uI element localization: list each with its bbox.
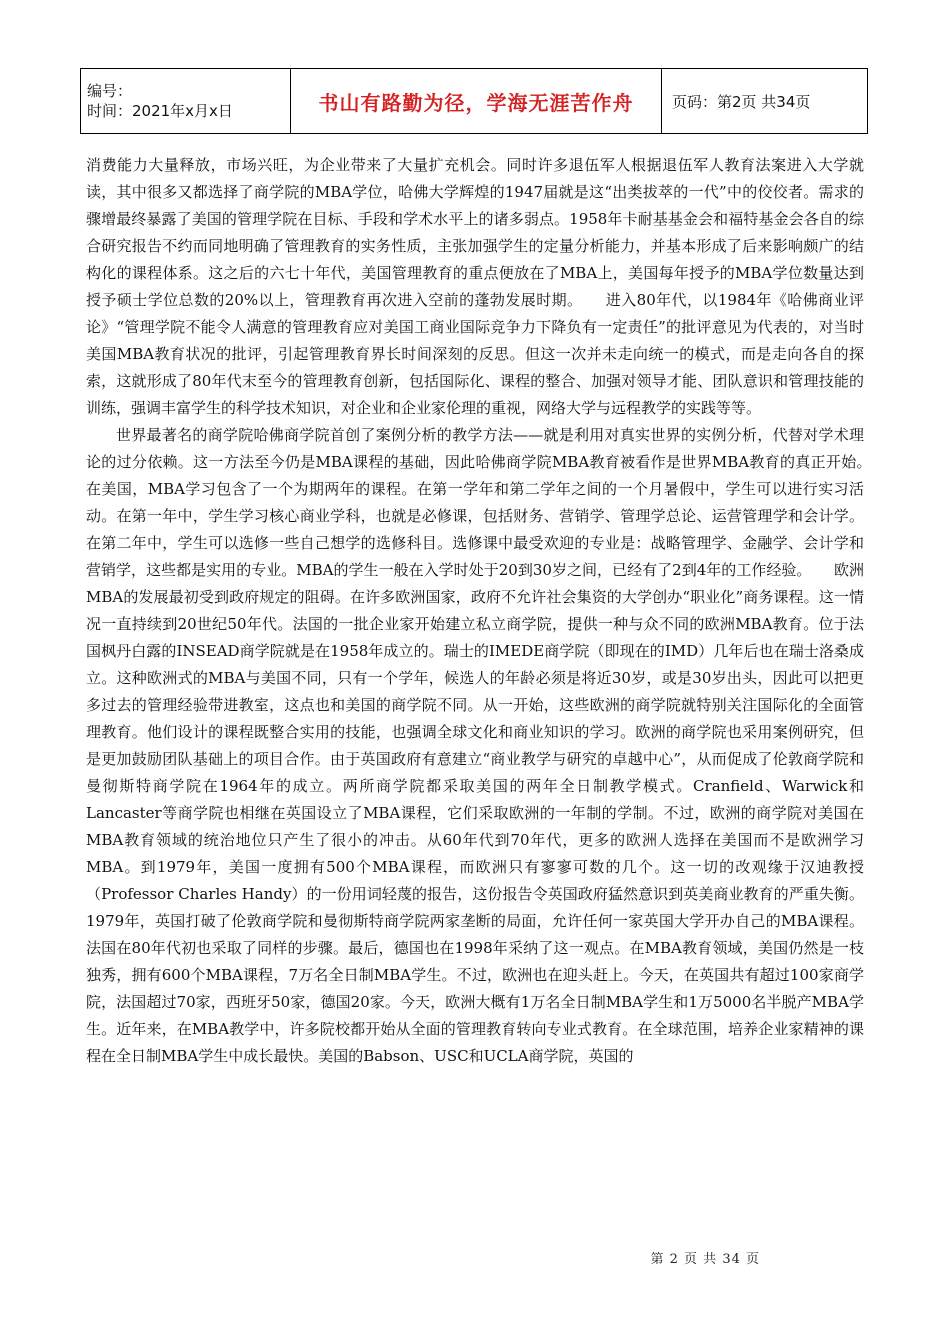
header-page-info: 页码：第2页 共34页 bbox=[662, 69, 868, 134]
paragraph: 消费能力大量释放，市场兴旺，为企业带来了大量扩充机会。同时许多退伍军人根据退伍军人教育法案进入大学就读，其中很多又都选择了商学院的MBA学位，哈佛大学辉煌的1947届就是这“出类拔萃的一代”中的佼佼者。需求的骤增最终暴露了美国的管理学院在目标、手段和学术水平上的诸多弱点。1958年卡耐基基金会和福特基金会各自的综合研究报告不约而同地明确了管理教育的实务性质，主张加强学生的定量分析能力，并基本形成了后来影响颇广的结构化的课程体系。这之后的六七十年代，美国管理教育的重点便放在了MBA上，美国每年授予的MBA学位数量达到授予硕士学位总数的20%以上，管理教育再次进入空前的蓬勃发展时期。 进入80年代，以1984年《哈佛商业评论》“管理学院不能令人满意的管理教育应对美国工商业国际竞争力下降负有一定责任”的批评意见为代表的，对当时美国MBA教育状况的批评，引起管理教育界长时间深刻的反思。但这一次并未走向统一的模式，而是走向各自的探索，这就形成了80年代末至今的管理教育创新，包括国际化、课程的整合、加强对领导才能、团队意识和管理技能的训练，强调丰富学生的科学技术知识，对企业和企业家伦理的重视，网络大学与远程教学的实践等等。 bbox=[86, 156, 864, 417]
header-meta-cell bbox=[81, 69, 291, 134]
page-footer: 第 2 页 共 34 页 bbox=[650, 1252, 760, 1267]
document-date: 时间：2021年x月x日 bbox=[87, 102, 233, 120]
body-text bbox=[86, 152, 895, 1070]
paragraph: 世界最著名的商学院哈佛商学院首创了案例分析的教学方法——就是利用对真实世界的实例分析，代替对学术理论的过分依赖。这一方法至今仍是MBA课程的基础，因此哈佛商学院MBA教育被看作是世界MBA教育的真正开始。 在美国，MBA学习包含了一个为期两年的课程。在第一学年和第二学年之间的一个月暑假中，学生可以进行实习活动。在第一年中，学生学习核心商业学科，也就是必修课，包括财务、营销学、管理学总论、运营管理学和会计学。在第二年中，学生可以选修一些自己想学的选修科目。选修课中最受欢迎的专业是：战略管理学、金融学、会计学和营销学，这些都是实用的专业。MBA的学生一般在入学时处于20到30岁之间，已经有了2到4年的工作经验。 欧洲MBA的发展最初受到政府规定的阻碍。在许多欧洲国家，政府不允许社会集资的大学创办“职业化”商务课程。这一情况一直持续到20世纪50年代。法国的一批企业家开始建立私立商学院，提供一种与众不同的欧洲MBA教育。位于法国枫丹白露的INSEAD商学院就是在1958年成立的。瑞士的IMEDE商学院（即现在的IMD）几年后也在瑞士洛桑成立。这种欧洲式的MBA与美国不同，只有一个学年，候选人的年龄必须是将近30岁，或是30岁出头，因此可以把更多过去的管理经验带进教室，这点也和美国的商学院不同。从一开始，这些欧洲的商学院就特别关注国际化的全面管理教育。他们设计的课程既整合实用的技能，也强调全球文化和商业知识的学习。欧洲的商学院也采用案例研究，但是更加鼓励团队基础上的项目合作。由于英国政府有意建立“商业教学与研究的卓越中心”，从而促成了伦敦商学院和曼彻斯特商学院在1964年的成立。两所商学院都采取美国的两年全日制教学模式。Cranfield、Warwick和Lancaster等商学院也相继在英国设立了MBA课程，它们采取欧洲的一年制的学制。不过，欧洲的商学院对美国在MBA教育领域的统治地位只产生了很小的冲击。从60年代到70年代，更多的欧洲人选择在美国而不是欧洲学习MBA。到1979年，美国一度拥有500个MBA课程，而欧洲只有寥寥可数的几个。这一切的改观缘于汉迪教授（Professor Charles Handy）的一份用词轻蔑的报告，这份报告令英国政府猛然意识到英美商业教育的严重失衡。1979年，英国打破了伦敦商学院和曼彻斯特商学院两家垄断的局面，允许任何一家英国大学开办自己的MBA课程。法国在80年代初也采取了同样的步骤。最后，德国也在1998年采纳了这一观点。在MBA教育领域，美国仍然是一枝独秀，拥有600个MBA课程，7万名全日制MBA学生。不过，欧洲也在迎头赶上。今天，在英国共有超过100家商学院，法国超过70家，西班牙50家，德国20家。今天，欧洲大概有1万名全日制MBA学生和1万5000名半脱产MBA学生。近年来，在MBA教学中，许多院校都开始从全面的管理教育转向专业式教育。在全球范围，培养企业家精神的课程在全日制MBA学生中成长最快。美国的Babson、USC和UCLA商学院，英国的 bbox=[86, 426, 895, 1065]
header-motto: 书山有路勤为径，学海无涯苦作舟 bbox=[291, 69, 662, 134]
document-number: 编号： bbox=[87, 82, 133, 100]
page-header bbox=[80, 68, 868, 134]
